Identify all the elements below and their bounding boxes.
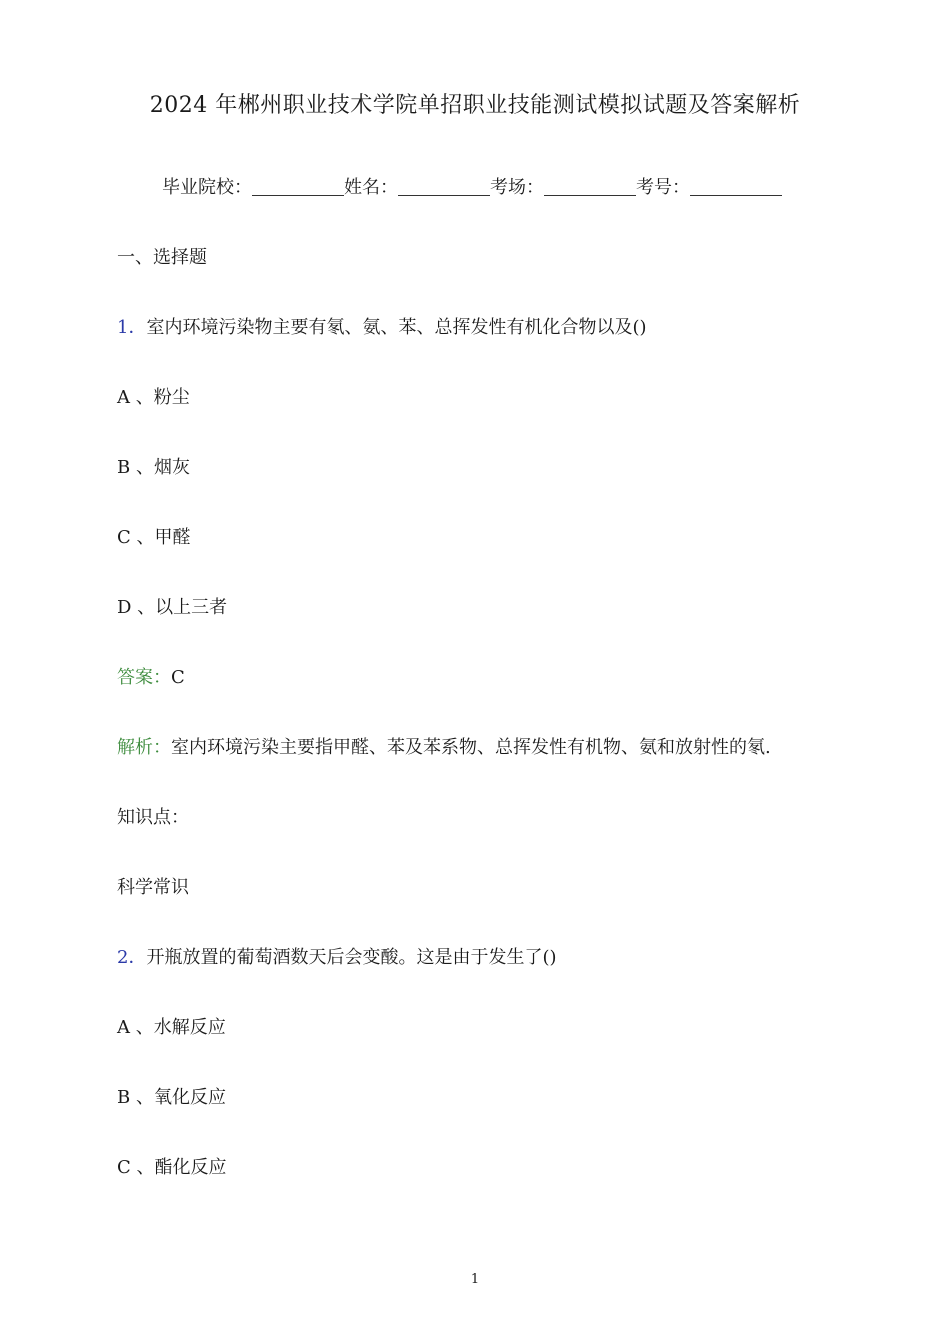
question-number: 1． bbox=[117, 317, 147, 338]
analysis-text: 室内环境污染主要指甲醛、苯及苯系物、总挥发性有机物、氨和放射性的氡. bbox=[171, 737, 771, 758]
section-heading: 一、选择题 bbox=[117, 247, 207, 268]
q1-knowledge-value: 科学常识 bbox=[117, 877, 189, 898]
q1-option-d: D 、以上三者 bbox=[117, 597, 228, 618]
exam-info-line bbox=[162, 176, 782, 200]
question-text: 开瓶放置的葡萄酒数天后会变酸。这是由于发生了() bbox=[146, 947, 557, 968]
analysis-label: 解析： bbox=[117, 737, 171, 758]
q2-option-a: A 、水解反应 bbox=[117, 1017, 226, 1038]
page-title: 2024 年郴州职业技术学院单招职业技能测试模拟试题及答案解析 bbox=[149, 93, 801, 118]
q1-knowledge-label: 知识点： bbox=[117, 807, 189, 828]
q1-analysis bbox=[117, 736, 771, 760]
answer-label: 答案： bbox=[117, 667, 171, 688]
q1-option-a: A 、粉尘 bbox=[117, 387, 190, 408]
q1-option-b: B 、烟灰 bbox=[117, 457, 190, 478]
school-blank[interactable] bbox=[252, 177, 344, 196]
name-label: 姓名： bbox=[344, 177, 398, 198]
question-1 bbox=[117, 316, 647, 340]
q1-answer bbox=[117, 666, 185, 690]
question-2 bbox=[117, 946, 557, 970]
number-blank[interactable] bbox=[690, 177, 782, 196]
room-blank[interactable] bbox=[544, 177, 636, 196]
question-text: 室内环境污染物主要有氡、氨、苯、总挥发性有机化合物以及() bbox=[146, 317, 647, 338]
number-label: 考号： bbox=[636, 177, 690, 198]
room-label: 考场： bbox=[490, 177, 544, 198]
school-label: 毕业院校： bbox=[162, 177, 252, 198]
question-number: 2． bbox=[117, 947, 147, 968]
q2-option-b: B 、氧化反应 bbox=[117, 1087, 226, 1108]
name-blank[interactable] bbox=[398, 177, 490, 196]
q1-option-c: C 、甲醛 bbox=[117, 527, 191, 548]
page-number: 1 bbox=[470, 1272, 480, 1287]
q2-option-c: C 、酯化反应 bbox=[117, 1157, 227, 1178]
answer-value: C bbox=[171, 667, 185, 688]
